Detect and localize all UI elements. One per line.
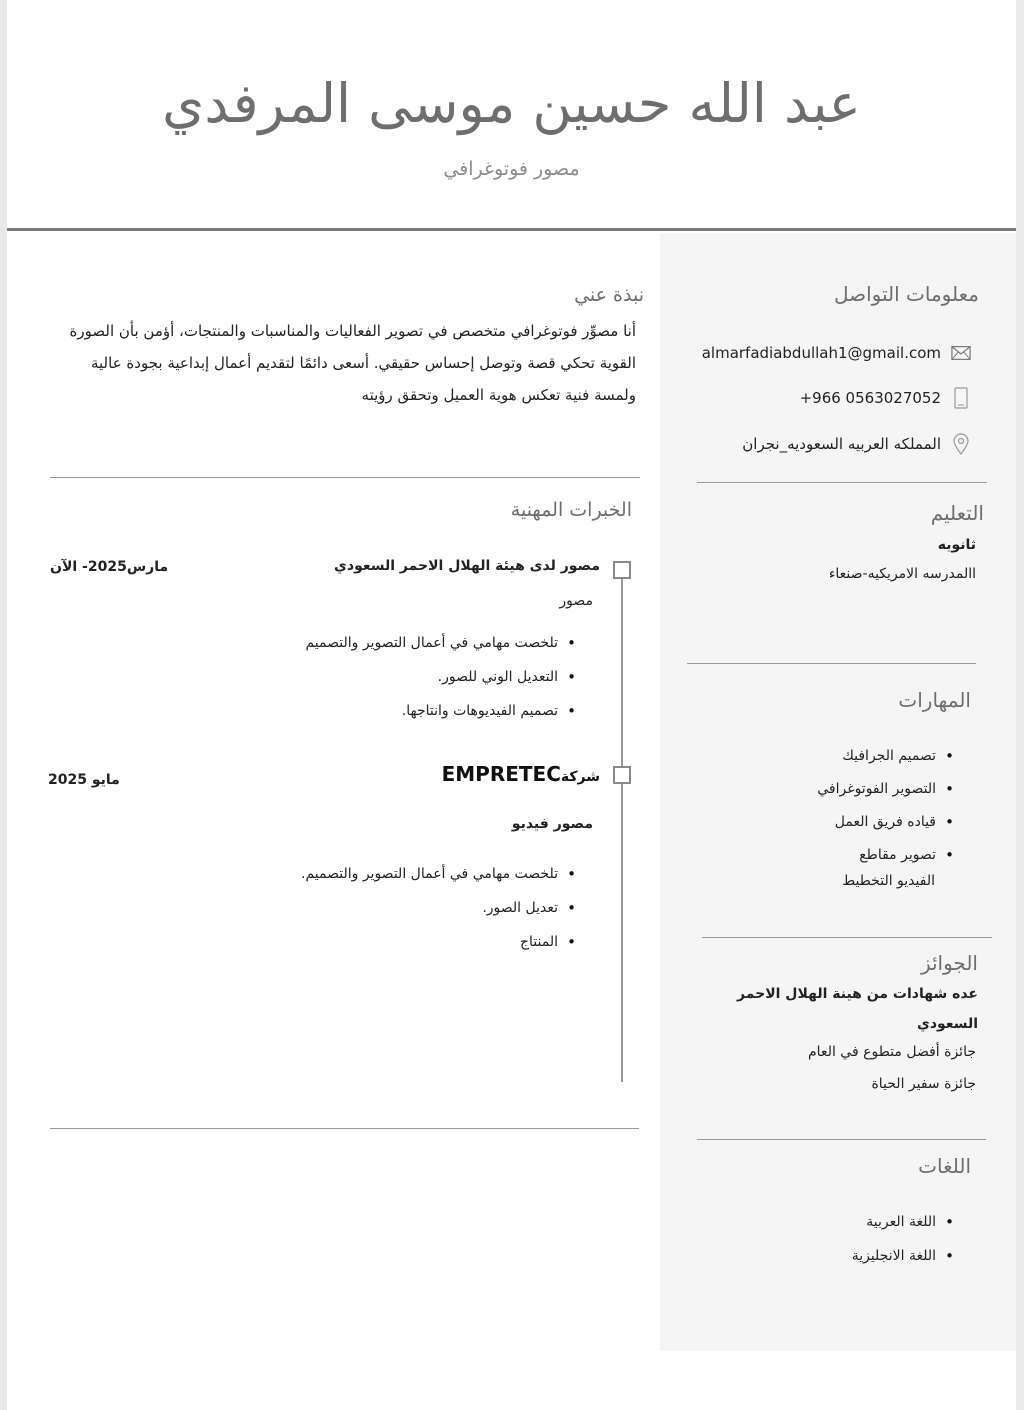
job-tasks (305, 626, 578, 728)
skill-item-continuation: الفيديو التخطيط (842, 873, 935, 889)
timeline-marker (613, 766, 631, 784)
resume-page (7, 0, 1016, 1410)
job-date: مايو 2025 (48, 772, 120, 788)
experience-heading: الخبرات المهنية (510, 499, 632, 521)
job-task: • المنتاج (301, 925, 578, 959)
job-date: مارس2025- الآن (50, 559, 169, 575)
languages-list (852, 1205, 956, 1273)
award-line: جائزة سفير الحياة (871, 1076, 976, 1092)
job-task: • تصميم الفيديوهات وانتاجها. (305, 694, 578, 728)
skill-item: • التصوير الفوتوغرافي (817, 773, 956, 806)
job-role: مصور فيديو (511, 816, 593, 832)
resume-header (7, 0, 1016, 228)
contact-location: المملكه العربيه السعوديه_نجران (742, 435, 941, 453)
timeline-marker (613, 561, 631, 579)
skill-item: • تصميم الجرافيك (817, 740, 956, 773)
language-item: • اللغة الانجليزية (852, 1239, 956, 1273)
language-item: • اللغة العربية (852, 1205, 956, 1239)
award-line: جائزة أفضل متطوع في العام (808, 1044, 976, 1060)
contact-location-row (671, 432, 971, 456)
contact-divider (697, 482, 987, 483)
about-divider (50, 477, 640, 478)
job-task: • تعديل الصور. (301, 891, 578, 925)
award-line: عده شهادات من هينة الهلال الاحمر (737, 986, 978, 1002)
skill-item: • قياده فريق العمل (817, 806, 956, 839)
contact-phone[interactable]: +966 0563027052 (799, 389, 941, 407)
header-divider (7, 228, 1016, 231)
skills-divider (702, 937, 992, 938)
job-title: مصور فوتوغرافي (443, 158, 580, 180)
awards-divider (697, 1139, 986, 1140)
phone-icon (951, 388, 971, 408)
contact-heading: معلومات التواصل (833, 282, 979, 306)
education-divider (687, 663, 976, 664)
job-tasks (301, 857, 578, 959)
timeline-line (621, 572, 623, 1082)
education-school: االمدرسه الامريكيه-صنعاء (828, 566, 976, 582)
job-task: • التعديل الوني للصور. (305, 660, 578, 694)
job-org-line (442, 762, 600, 786)
job-task: • تلخصت مهامي في أعمال التصوير والتصميم. (301, 857, 578, 891)
job-org: EMPRETEC (441, 762, 561, 786)
skills-list (817, 740, 956, 872)
page-edge-left (0, 0, 7, 1410)
about-text: أنا مصوِّر فوتوغرافي متخصص في تصوير الفعاليات والمناسبات والمنتجات، أؤمن بأن الصورة القوية تحكي قصة وتوصل إحساس حقيقي. أسعى دائمًا لتقديم أعمال إبداعية بجودة عالية ولمسة فنية تعكس هوية العميل وتحقق رؤيته (69, 322, 636, 404)
award-line: السعودي (917, 1016, 978, 1032)
about-heading: نبذة عني (574, 284, 644, 306)
mail-icon (951, 343, 971, 363)
skills-heading: المهارات (898, 688, 971, 712)
job-org-prefix: شركة (560, 769, 600, 785)
person-name: عبد الله حسين موسى المرفدي (162, 72, 861, 135)
job-org: مصور لدى هيئة الهلال الاحمر السعودي (334, 558, 600, 574)
job-role: مصور (559, 593, 593, 609)
languages-heading: اللغات (918, 1154, 971, 1178)
job-task: • تلخصت مهامي في أعمال التصوير والتصميم (305, 626, 578, 660)
location-pin-icon (951, 434, 971, 454)
education-heading: التعليم (930, 501, 984, 525)
education-degree: ثانويه (937, 537, 976, 553)
page-edge-right (1016, 0, 1024, 1410)
skill-item: • تصوير مقاطع (817, 839, 956, 872)
contact-email[interactable]: almarfadiabdullah1@gmail.com (701, 344, 941, 362)
contact-email-row (671, 341, 971, 365)
contact-phone-row (671, 386, 971, 410)
experience-divider (50, 1128, 639, 1129)
awards-heading: الجوائز (920, 951, 978, 975)
